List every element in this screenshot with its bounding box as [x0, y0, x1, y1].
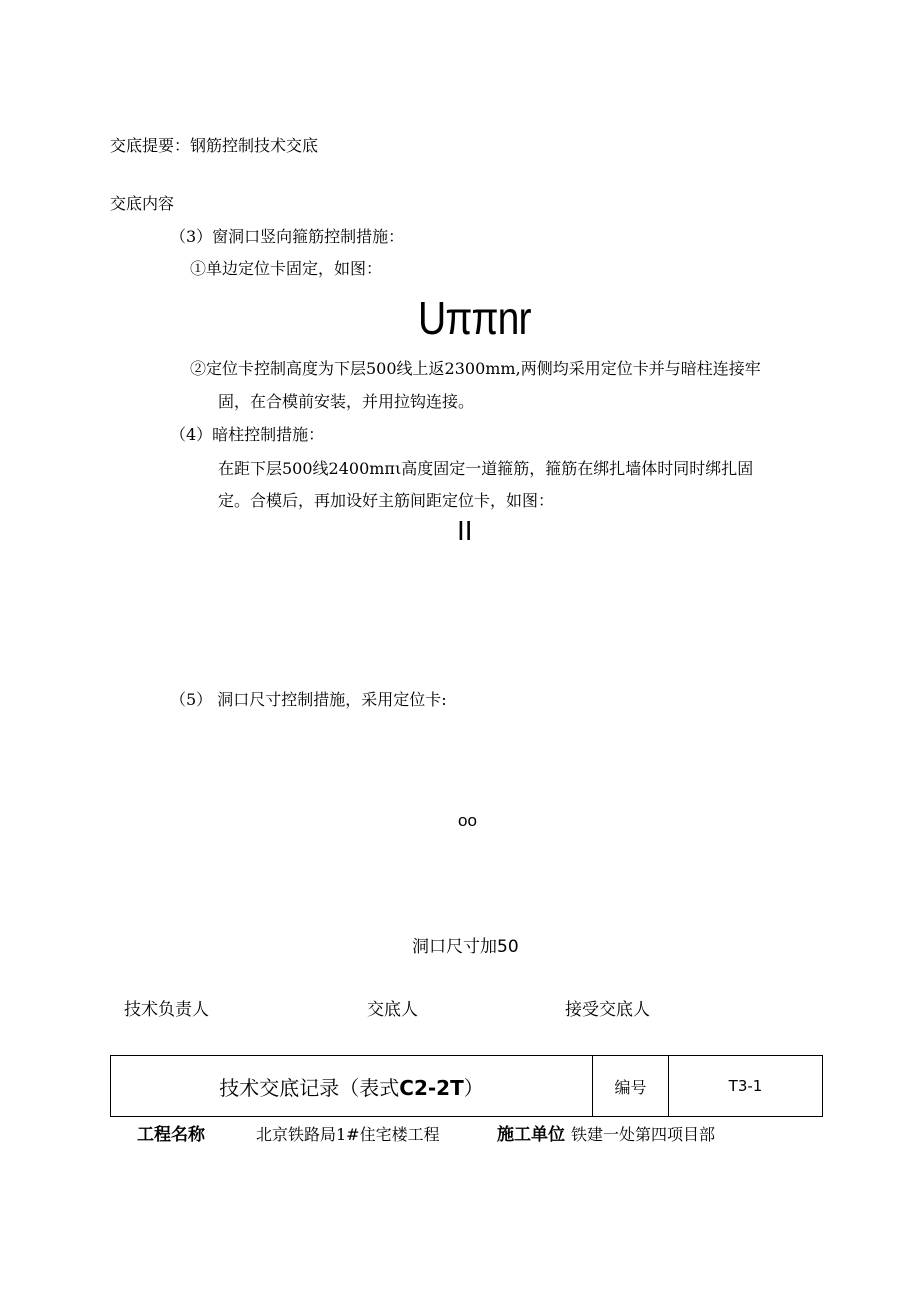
content-heading: 交底内容 [110, 194, 175, 213]
summary-value: 钢筋控制技术交底 [190, 136, 319, 155]
project-unit-value: 铁建一处第四项目部 [571, 1125, 716, 1144]
project-name-value: 北京铁路局1#住宅楼工程 [256, 1125, 440, 1144]
record-title-prefix: 技术交底记录（表式 [219, 1075, 400, 1100]
signature-presenter: 交底人 [367, 1000, 418, 1020]
record-number-value: T3-1 [669, 1056, 823, 1117]
item4-title: （4）暗柱控制措施： [170, 425, 325, 444]
project-unit-label: 施工单位 [497, 1125, 565, 1145]
record-row [111, 1056, 823, 1117]
item3-title: （3）窗洞口竖向箍筋控制措施： [170, 227, 405, 246]
item4-line1: 在距下层500线2400mπι高度固定一道箍筋，箍筋在绑扎墙体时同时绑扎固 [218, 459, 754, 478]
summary-label: 交底提要： [110, 136, 191, 155]
item5-figure: oo [458, 811, 477, 830]
item3-figure: Uππnr [418, 292, 531, 344]
summary-line [110, 136, 318, 156]
item3-sub1: ①单边定位卡固定，如图： [190, 259, 383, 278]
item4-figure: II [457, 515, 473, 546]
item4-line2: 定。合模后，再加设好主筋间距定位卡，如图： [218, 491, 555, 510]
item5-title: （5） 洞口尺寸控制措施，采用定位卡: [170, 690, 447, 709]
record-title-suffix: ） [463, 1075, 484, 1100]
record-title-code: C2-2T [399, 1075, 464, 1100]
project-name-label: 工程名称 [137, 1125, 205, 1145]
record-title-cell [111, 1056, 593, 1117]
record-number-label: 编号 [593, 1056, 669, 1117]
item3-sub2-line2: 固，在合模前安装，并用拉钩连接。 [218, 392, 475, 411]
item5-caption: 洞口尺寸加50 [412, 937, 519, 957]
signature-tech-lead: 技术负责人 [124, 1000, 209, 1020]
record-table [110, 1055, 823, 1117]
item3-sub2-line1: ②定位卡控制高度为下层500线上返2300mm,两侧均采用定位卡并与暗柱连接牢 [190, 359, 761, 378]
signature-receiver: 接受交底人 [565, 1000, 650, 1020]
